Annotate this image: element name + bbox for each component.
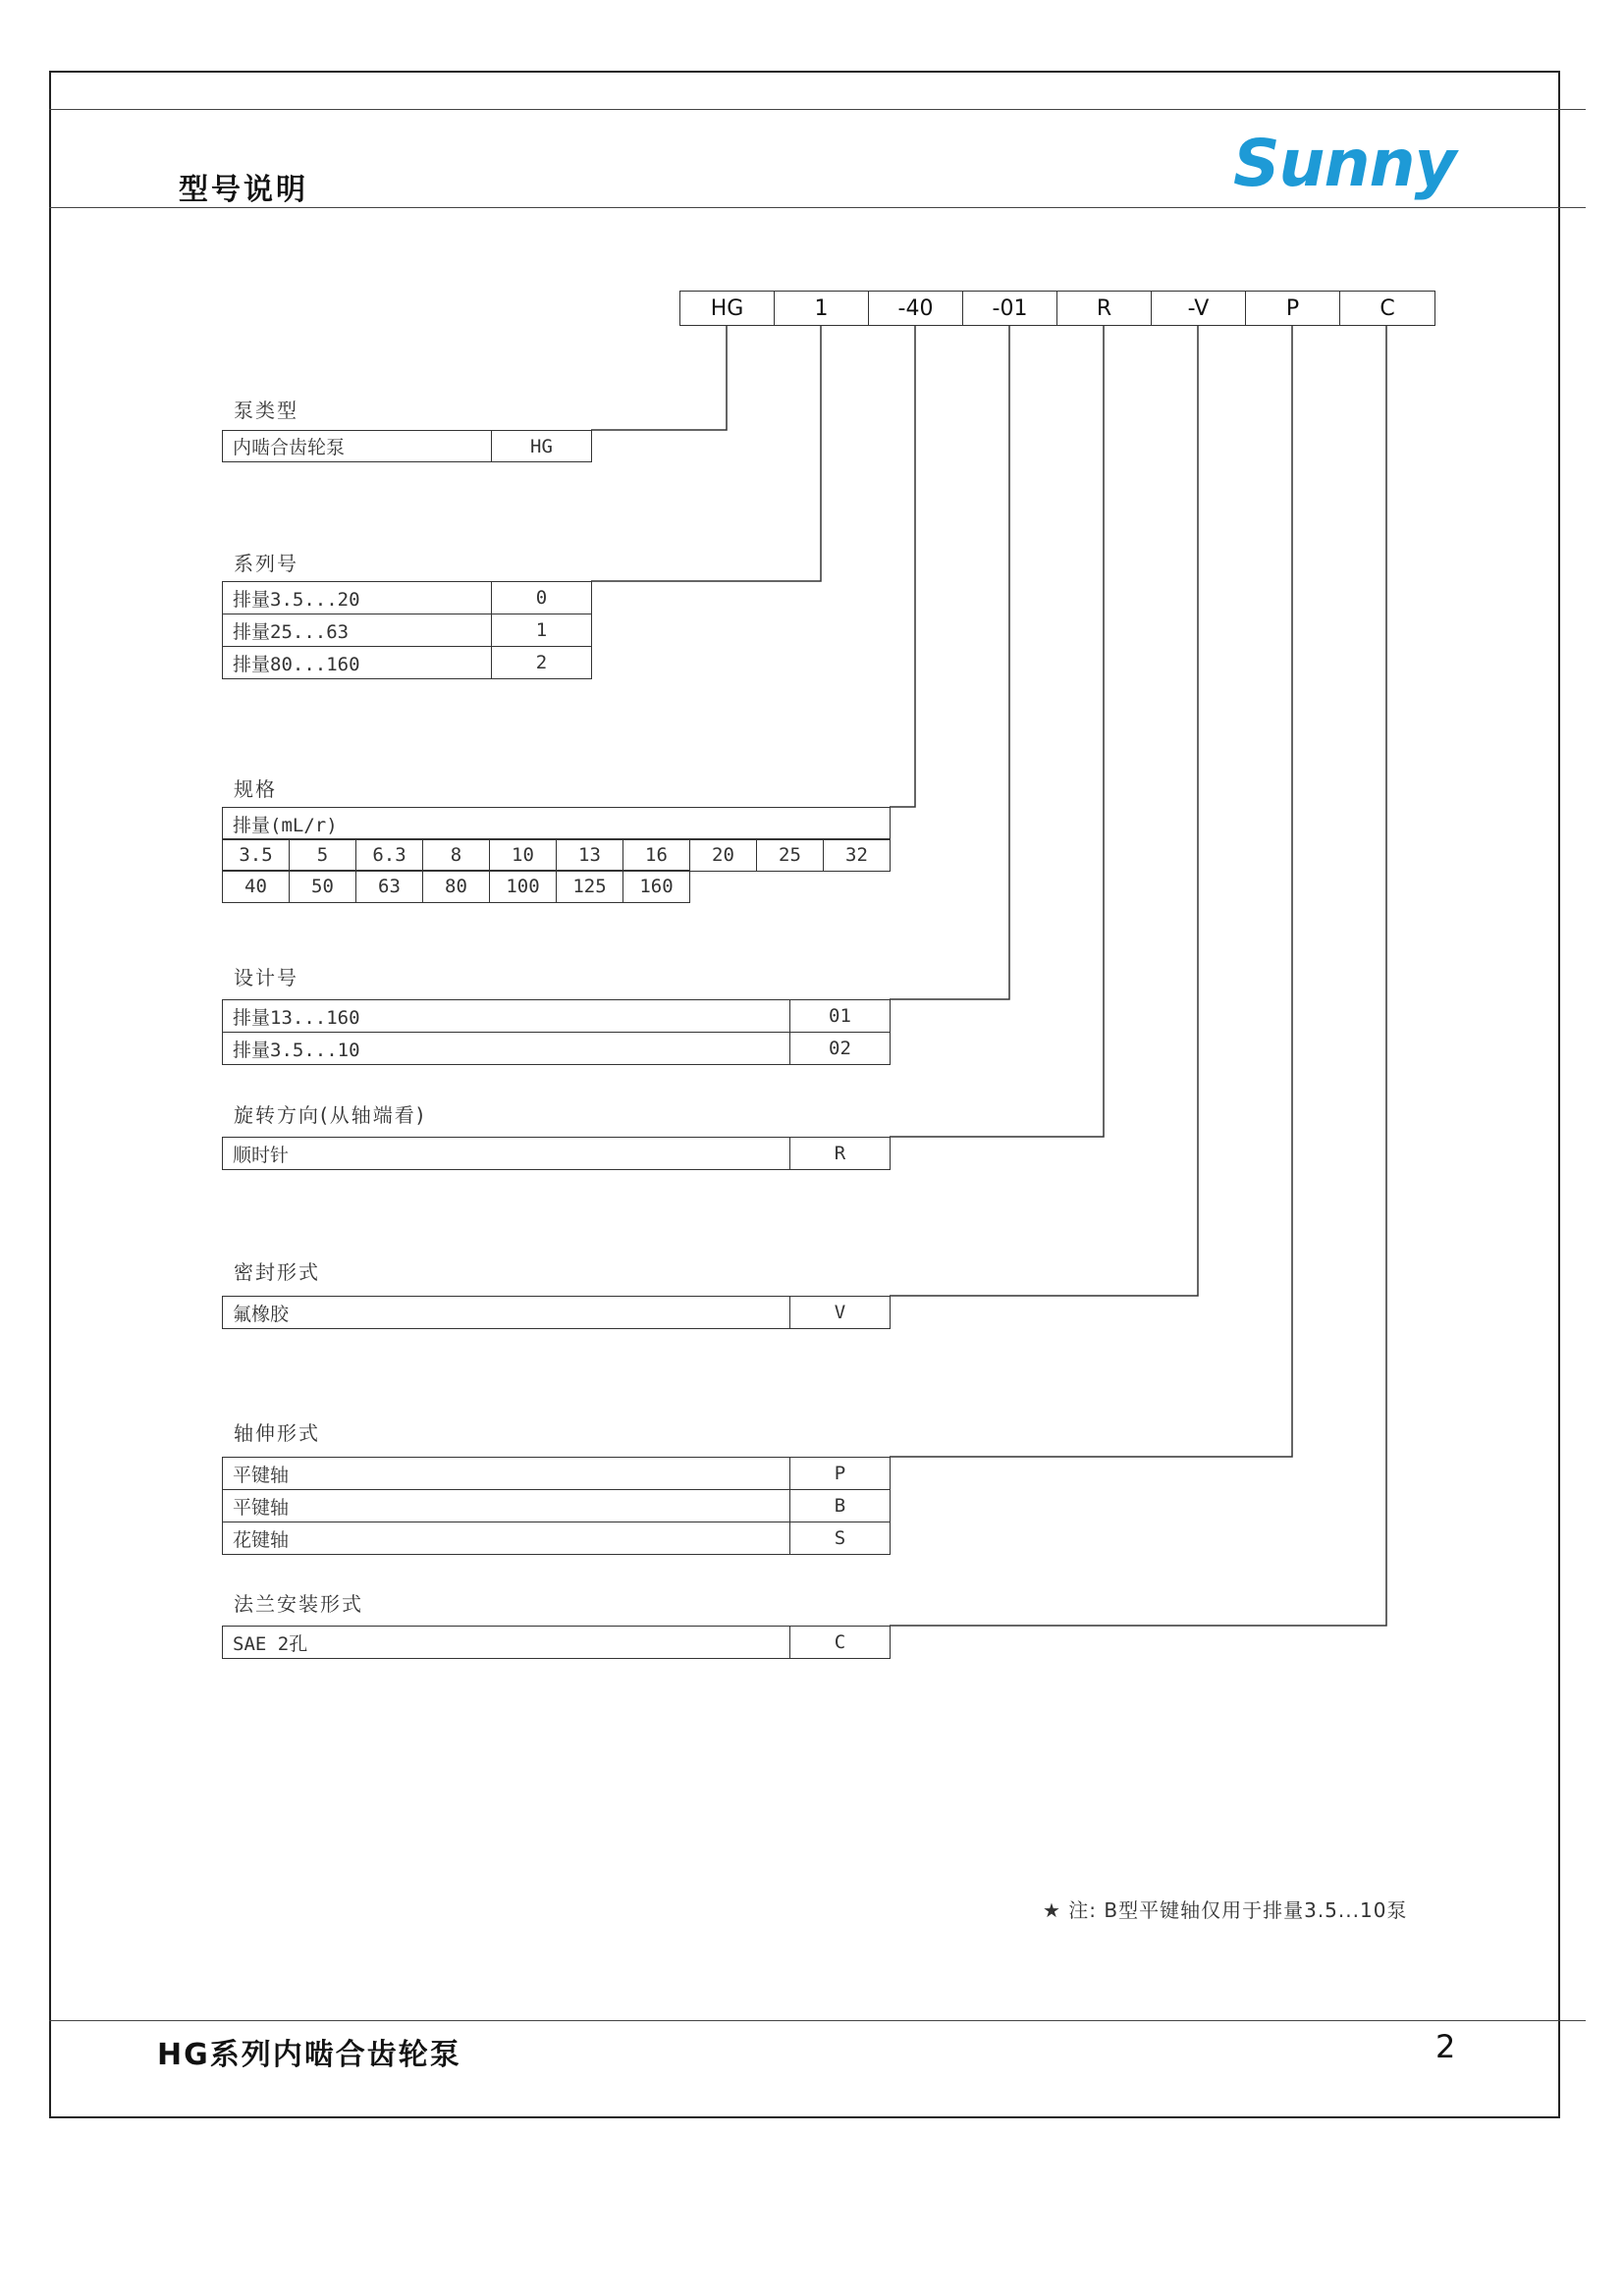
spec-values-table-2 [222,870,690,903]
footnote: ★ 注: B型平键轴仅用于排量3.5...10泵 [1043,1898,1408,1922]
code-cell-type: HG [680,292,775,325]
shaft-table [222,1457,891,1555]
spec-value: 50 [290,871,356,903]
flange-table [222,1626,891,1659]
series-table [222,581,592,679]
table-row [223,1000,891,1033]
spec-label: 规格 [234,777,277,801]
seal-label: 密封形式 [234,1260,320,1284]
code-cell-flange: C [1380,295,1395,321]
flange-desc: SAE 2孔 [223,1627,790,1659]
series-desc: 排量80...160 [223,647,492,679]
spec-value: 63 [356,871,423,903]
table-row [223,808,891,840]
series-code: 2 [492,647,592,679]
series-code: 0 [492,582,592,614]
shaft-desc: 平键轴 [223,1490,790,1522]
table-row [223,1490,891,1522]
code-cell-series: 1 [775,292,869,325]
series-desc: 排量3.5...20 [223,582,492,614]
table-row [223,1627,891,1659]
table-row [223,1297,891,1329]
spec-value: 160 [623,871,690,903]
pump-type-desc: 内啮合齿轮泵 [223,431,492,462]
connector-design [890,326,1009,999]
table-row [223,1458,891,1490]
rotation-desc: 顺时针 [223,1138,790,1170]
shaft-code: P [790,1458,891,1490]
shaft-desc: 平键轴 [223,1458,790,1490]
spec-value: 20 [690,839,757,872]
design-code: 01 [790,1000,891,1033]
shaft-desc: 花键轴 [223,1522,790,1555]
design-table [222,999,891,1065]
table-row [223,614,592,647]
table-row [223,871,690,903]
code-cell-spec: -40 [869,292,963,325]
spec-header: 排量(mL/r) [223,808,891,840]
table-row [223,839,891,872]
sunny-logo: Sunny [1233,126,1456,201]
shaft-label: 轴伸形式 [234,1421,320,1445]
table-row [223,1522,891,1555]
spec-value: 25 [757,839,824,872]
page-number: 2 [1435,2028,1456,2065]
spec-value: 5 [290,839,356,872]
series-code: 1 [492,614,592,647]
spec-value: 10 [490,839,557,872]
pump-type-code: HG [492,431,592,462]
spec-value: 16 [623,839,690,872]
connector-rotation [890,326,1104,1137]
code-cell-seal: -V [1152,292,1246,325]
connector-series [591,326,821,581]
design-code: 02 [790,1033,891,1065]
spec-value: 8 [423,839,490,872]
design-label: 设计号 [234,966,298,989]
series-label: 系列号 [234,552,298,575]
seal-desc: 氟橡胶 [223,1297,790,1329]
table-row [223,582,592,614]
shaft-code: S [790,1522,891,1555]
spec-value: 125 [557,871,623,903]
connector-shaft [890,326,1292,1457]
series-desc: 排量25...63 [223,614,492,647]
spec-value: 32 [824,839,891,872]
design-desc: 排量3.5...10 [223,1033,790,1065]
spec-value: 3.5 [223,839,290,872]
flange-label: 法兰安装形式 [234,1592,363,1616]
spec-value: 80 [423,871,490,903]
page-title: 型号说明 [179,173,308,207]
code-cell-rotation: R [1057,292,1152,325]
spec-value: 6.3 [356,839,423,872]
seal-code: V [790,1297,891,1329]
flange-code: C [790,1627,891,1659]
spec-values-table-1 [222,838,891,872]
code-cell-shaft: P [1246,292,1340,325]
footer-title: HG系列内啮合齿轮泵 [157,2038,461,2072]
table-row [223,647,592,679]
pump-type-table [222,430,592,462]
spec-value: 40 [223,871,290,903]
table-row [223,431,592,462]
connector-flange [890,326,1386,1626]
spec-header-table [222,807,891,840]
spec-value: 100 [490,871,557,903]
connector-spec [890,326,915,807]
rotation-code: R [790,1138,891,1170]
rotation-label: 旋转方向(从轴端看) [234,1103,426,1127]
seal-table [222,1296,891,1329]
connector-type [591,326,727,430]
pump-type-label: 泵类型 [234,399,298,422]
connector-seal [890,326,1198,1296]
design-desc: 排量13...160 [223,1000,790,1033]
table-row [223,1138,891,1170]
spec-value: 13 [557,839,623,872]
code-cell-design: -01 [963,292,1057,325]
shaft-code: B [790,1490,891,1522]
table-row [223,1033,891,1065]
rotation-table [222,1137,891,1170]
